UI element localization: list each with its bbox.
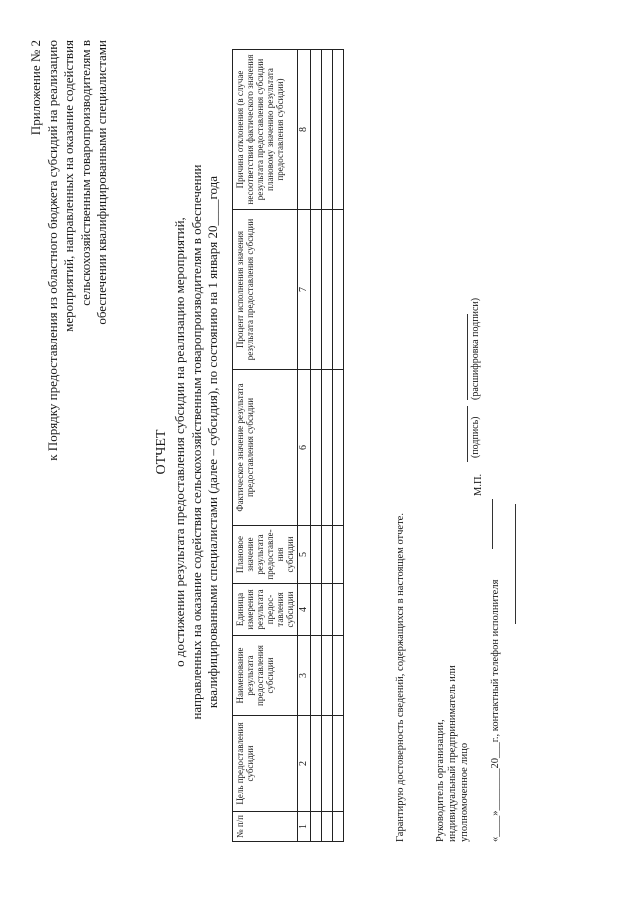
table-header-row <box>233 50 298 842</box>
column-number-row <box>298 50 311 842</box>
phone-input-line[interactable] <box>492 499 493 549</box>
column-number: 8 <box>298 50 311 210</box>
column-header: Наименование результата предоставления субсидии <box>233 636 298 716</box>
report-subtitle-line: квалифицированными специалистами (далее – субсидия), по состоянию на 1 января 20____года <box>205 175 220 709</box>
appendix-header <box>28 40 111 600</box>
column-number: 6 <box>298 370 311 526</box>
table-cell[interactable] <box>322 50 333 210</box>
table-cell[interactable] <box>333 812 344 842</box>
table-cell[interactable] <box>311 636 322 716</box>
appendix-reference-line: обеспечении квалифицированными специалистами <box>94 40 109 325</box>
signature-caption: (подпись) <box>470 416 481 458</box>
column-header: Фактическое значение результата предоставления субсидии <box>233 370 298 526</box>
table-cell[interactable] <box>333 526 344 584</box>
decoding-line <box>467 314 468 400</box>
table-cell[interactable] <box>333 636 344 716</box>
table-row <box>333 50 344 842</box>
table-cell[interactable] <box>333 716 344 812</box>
table-row <box>322 50 333 842</box>
report-table <box>232 49 344 842</box>
table-cell[interactable] <box>311 50 322 210</box>
table-row <box>311 50 322 842</box>
table-cell[interactable] <box>322 636 333 716</box>
report-title: ОТЧЕТ <box>154 429 169 475</box>
report-subtitle-line: направленных на оказание содействия сельскохозяйственным товаропроизводителям в обеспечении <box>188 164 204 720</box>
table-cell[interactable] <box>311 716 322 812</box>
column-header: Плановое значение результата предоставле-ния субсидии <box>233 526 298 584</box>
table-cell[interactable] <box>311 812 322 842</box>
appendix-reference-line: к Порядку предоставления из областного бюджета субсидий на реализацию <box>44 40 60 461</box>
signatory-line: Руководитель организации, <box>435 719 446 842</box>
table-cell[interactable] <box>311 370 322 526</box>
appendix-reference-line: мероприятий, направленных на оказание содействия <box>61 40 76 332</box>
signatory-block <box>435 665 471 842</box>
column-number: 4 <box>298 584 311 636</box>
date-phone-line: «____»________20___г., контактный телефон исполнителя <box>490 579 501 842</box>
underline <box>515 504 516 624</box>
column-header: Цель предоставления субсидии <box>233 716 298 812</box>
table-cell[interactable] <box>322 526 333 584</box>
guarantee-statement: Гарантирую достоверность сведений, содержащихся в настоящем отчете. <box>395 513 406 842</box>
column-number: 5 <box>298 526 311 584</box>
table-cell[interactable] <box>333 370 344 526</box>
table-cell[interactable] <box>322 812 333 842</box>
table-cell[interactable] <box>311 526 322 584</box>
table-cell[interactable] <box>333 210 344 370</box>
appendix-reference-line: сельскохозяйственным товаропроизводителям в <box>77 40 93 306</box>
report-subtitle-line: о достижении результата предоставления субсидии на реализацию мероприятий, <box>172 217 187 667</box>
column-number: 2 <box>298 716 311 812</box>
table-cell[interactable] <box>333 584 344 636</box>
column-header: Процент исполнения значения результата предоставления субсидии <box>233 210 298 370</box>
table-cell[interactable] <box>322 584 333 636</box>
report-form-page <box>20 22 620 882</box>
report-subtitle <box>172 42 222 842</box>
column-number: 3 <box>298 636 311 716</box>
appendix-number: Приложение № 2 <box>28 40 43 136</box>
signatory-line: уполномоченное лицо <box>459 742 470 842</box>
column-header: № п/п <box>233 812 298 842</box>
column-header: Единица измерения результата предос-тавления субсидии <box>233 584 298 636</box>
column-number: 1 <box>298 812 311 842</box>
table-cell[interactable] <box>322 716 333 812</box>
signature-line <box>467 406 468 462</box>
decoding-caption: (расшифровка подписи) <box>470 297 481 400</box>
table-cell[interactable] <box>333 50 344 210</box>
column-header: Причина отклонения (в случае несоответствия фактического значения результата предоставления субсидии плановому значению результата предоставления субсидии) <box>233 50 298 210</box>
column-number: 7 <box>298 210 311 370</box>
signatory-line: индивидуальный предприниматель или <box>447 665 458 842</box>
table-cell[interactable] <box>322 210 333 370</box>
table-cell[interactable] <box>311 210 322 370</box>
table-cell[interactable] <box>311 584 322 636</box>
table-cell[interactable] <box>322 370 333 526</box>
stamp-place-label: М.П. <box>473 473 484 496</box>
